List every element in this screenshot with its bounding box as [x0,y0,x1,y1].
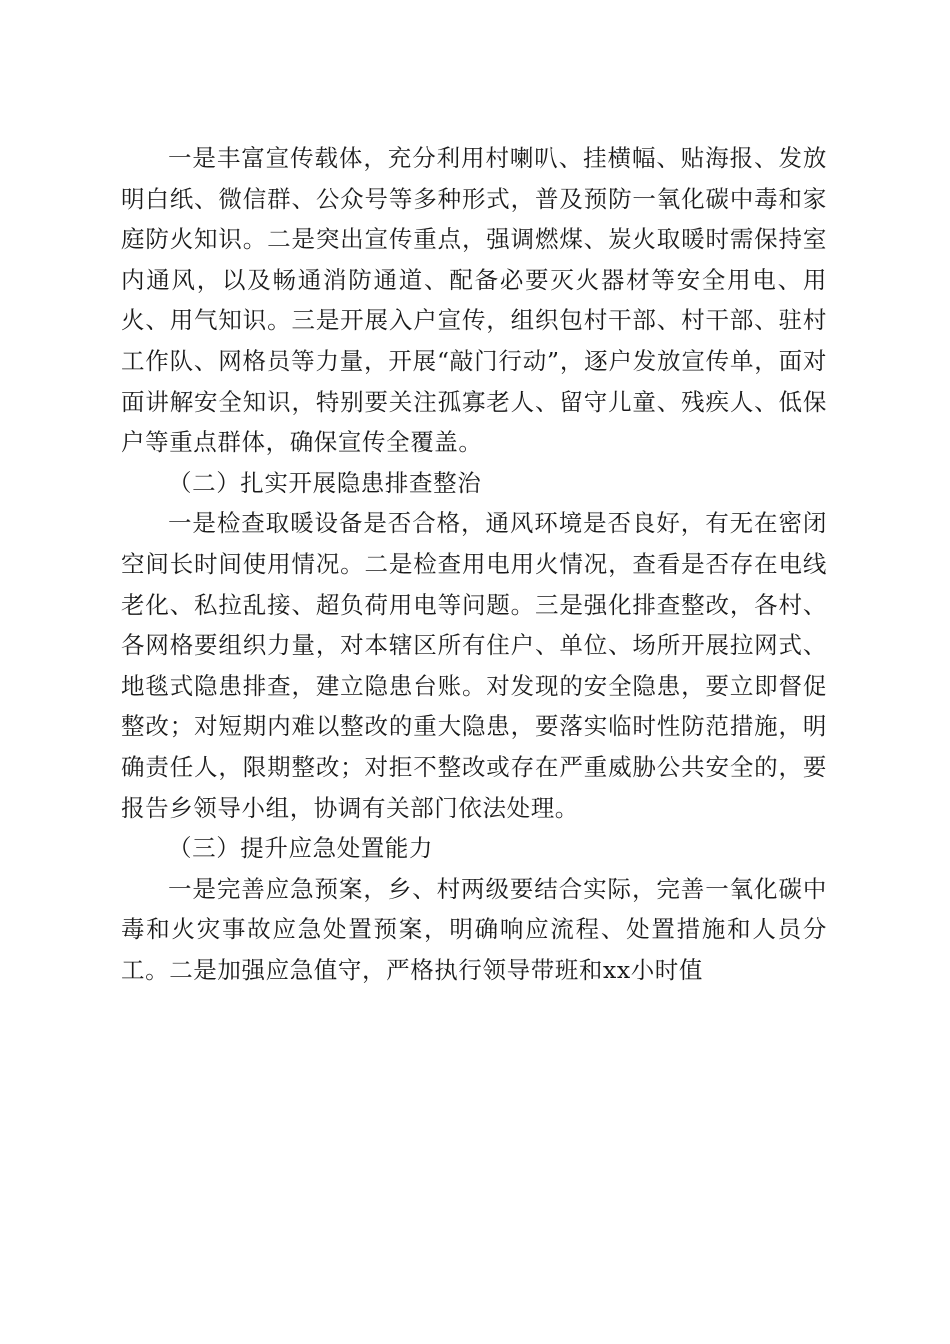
paragraph-emergency-response: 一是完善应急预案，乡、村两级要结合实际，完善一氧化碳中毒和火灾事故应急处置预案，明确响应流程、处置措施和人员分工。二是加强应急值守，严格执行领导带班和xx小时值 [121,874,827,984]
section-heading-hazard-inspection: （二）扎实开展隐患排查整治 [168,468,482,497]
paragraph-hazard-inspection: 一是检查取暖设备是否合格，通风环境是否良好，有无在密闭空间长时间使用情况。二是检查用电用火情况，查看是否存在电线老化、私拉乱接、超负荷用电等问题。三是强化排查整改，各村、各网格要组织力量，对本辖区所有住户、单位、场所开展拉网式、地毯式隐患排查，建立隐患台账。对发现的安全隐患，要立即督促整改；对短期内难以整改的重大隐患，要落实临时性防范措施，明确责任人，限期整改；对拒不整改或存在严重威胁公共安全的，要报告乡领导小组，协调有关部门依法处理。 [121,509,827,822]
document-body [121,138,827,990]
paragraph-publicity-carriers: 一是丰富宣传载体，充分利用村喇叭、挂横幅、贴海报、发放明白纸、微信群、公众号等多种形式，普及预防一氧化碳中毒和家庭防火知识。二是突出宣传重点，强调燃煤、炭火取暖时需保持室内通风，以及畅通消防通道、配备必要灭火器材等安全用电、用火、用气知识。三是开展入户宣传，组织包村干部、村干部、驻村工作队、网格员等力量，开展“敲门行动”，逐户发放宣传单，面对面讲解安全知识，特别要关注孤寡老人、留守儿童、残疾人、低保户等重点群体，确保宣传全覆盖。 [121,144,827,457]
section-heading-emergency-response: （三）提升应急处置能力 [168,834,434,863]
